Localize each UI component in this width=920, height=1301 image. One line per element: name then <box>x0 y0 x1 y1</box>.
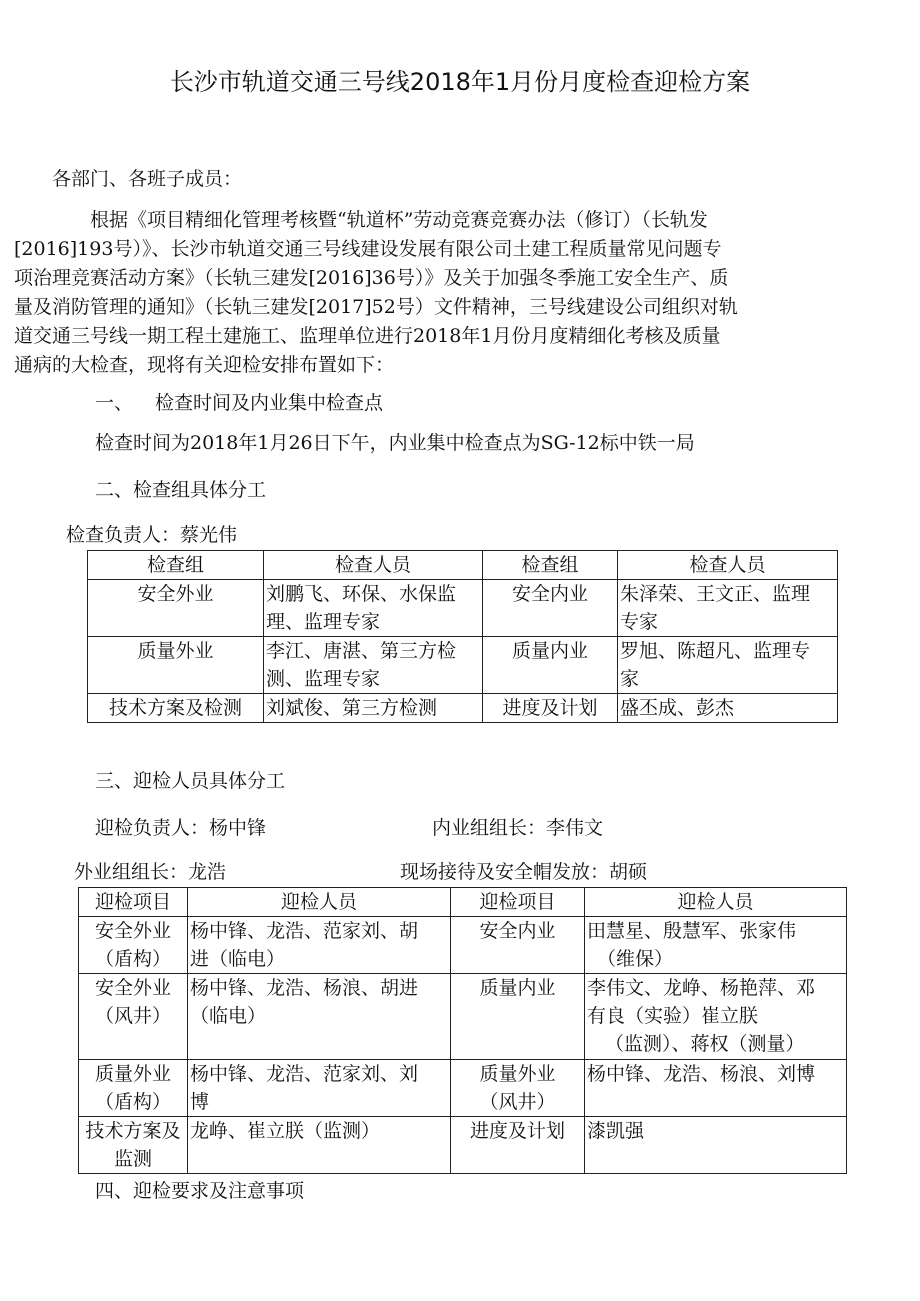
inspection-leader: 检查负责人：蔡光伟 <box>66 524 238 546</box>
cell-text: 安全外业 <box>94 920 171 942</box>
table-cell <box>483 580 618 637</box>
intro-line: 量及消防管理的通知》（长轨三建发[2017]52号）文件精神，三号线建设公司组织对轨 <box>14 296 738 318</box>
cell-text: 安全外业 <box>94 977 171 999</box>
reception-helmet-lead: 现场接待及安全帽发放：胡硕 <box>400 861 648 883</box>
cell-text: （盾构） <box>94 948 171 970</box>
section1-number: 一、 <box>95 392 134 414</box>
cell-text: （维保） <box>597 948 674 970</box>
header-cell: 检查人员 <box>618 551 838 580</box>
intro-line: 道交通三号线一期工程土建施工、监理单位进行2018年1月份月度精细化考核及质量 <box>14 325 721 347</box>
section1-heading: 检查时间及内业集中检查点 <box>155 392 384 414</box>
table-cell <box>451 974 585 1060</box>
cell-text: 技术方案及 <box>85 1120 181 1142</box>
section2-heading: 二、检查组具体分工 <box>95 479 267 501</box>
cell-text: 博 <box>190 1091 210 1113</box>
table-cell <box>451 1117 585 1174</box>
table-cell <box>585 917 847 974</box>
table-row <box>88 580 838 637</box>
table-cell <box>188 974 451 1060</box>
table-cell <box>88 580 264 637</box>
table-row <box>88 637 838 694</box>
header-cell: 迎检项目 <box>79 888 188 917</box>
cell-text: 安全外业 <box>137 583 214 605</box>
table-cell <box>188 1117 451 1174</box>
internal-group-lead: 内业组组长：李伟文 <box>432 817 604 839</box>
cell-text: 杨中锋、龙浩、范家刘、刘 <box>190 1063 419 1085</box>
header-cell: 迎检项目 <box>451 888 585 917</box>
table-row <box>79 1117 847 1174</box>
intro-paragraph <box>14 206 864 380</box>
table-cell <box>88 637 264 694</box>
cell-text: 进（临电） <box>190 948 286 970</box>
inspection-team-table <box>87 550 838 723</box>
intro-line: 项治理竞赛活动方案》（长轨三建发[2016]36号）》及关于加强冬季施工安全生产、质 <box>14 267 729 289</box>
cell-text: 质量内业 <box>511 640 588 662</box>
cell-text: 杨中锋、龙浩、杨浪、胡进 <box>190 977 419 999</box>
cell-text: 杨中锋、龙浩、范家刘、胡 <box>190 920 419 942</box>
cell-text: （监测）、蒋权（测量） <box>605 1033 805 1055</box>
cell-text: 质量外业 <box>137 640 214 662</box>
header-cell: 迎检人员 <box>188 888 451 917</box>
cell-text: 质量外业 <box>479 1063 556 1085</box>
table-cell <box>88 694 264 723</box>
table-cell <box>264 637 483 694</box>
cell-text: （风井） <box>479 1091 556 1113</box>
header-cell: 检查组 <box>88 551 264 580</box>
table-cell <box>483 694 618 723</box>
table-cell <box>79 1060 188 1117</box>
table-cell <box>618 580 838 637</box>
table-cell <box>585 974 847 1060</box>
salutation: 各部门、各班子成员： <box>52 168 243 190</box>
table-cell <box>79 974 188 1060</box>
header-cell: 检查人员 <box>264 551 483 580</box>
table-header-row <box>79 888 847 917</box>
table-cell <box>264 580 483 637</box>
table-cell <box>79 917 188 974</box>
cell-text: 盛丕成、彭杰 <box>620 697 735 719</box>
table-row <box>79 917 847 974</box>
table-cell <box>188 917 451 974</box>
cell-text: 朱泽荣、王文正、监理 <box>620 583 811 605</box>
cell-text: 罗旭、陈超凡、监理专 <box>620 640 811 662</box>
cell-text: 漆凯强 <box>587 1120 645 1142</box>
cell-text: 田慧星、殷慧军、张家伟 <box>587 920 797 942</box>
section4-heading: 四、迎检要求及注意事项 <box>95 1180 305 1202</box>
reception-leader: 迎检负责人：杨中锋 <box>95 817 267 839</box>
cell-text: （风井） <box>94 1005 171 1027</box>
cell-text: 监测 <box>113 1148 152 1170</box>
document-title: 长沙市轨道交通三号线2018年1月份月度检查迎检方案 <box>169 68 751 96</box>
table-cell <box>483 637 618 694</box>
header-cell: 迎检人员 <box>585 888 847 917</box>
cell-text: 质量内业 <box>479 977 556 999</box>
table-cell <box>188 1060 451 1117</box>
cell-text: 刘斌俊、第三方检测 <box>266 697 438 719</box>
header-cell: 检查组 <box>483 551 618 580</box>
table-row <box>79 974 847 1060</box>
cell-text: 理、监理专家 <box>266 611 381 633</box>
cell-text: 有良（实验）崔立朕 <box>587 1005 759 1027</box>
table-cell <box>264 694 483 723</box>
cell-text: 进度及计划 <box>502 697 598 719</box>
table-row <box>79 1060 847 1117</box>
table-cell <box>585 1117 847 1174</box>
table-cell <box>451 917 585 974</box>
intro-line: 根据《项目精细化管理考核暨“轨道杯”劳动竞赛竞赛办法（修订）（长轨发 <box>90 209 708 231</box>
cell-text: 李江、唐湛、第三方检 <box>266 640 457 662</box>
intro-line: 通病的大检查，现将有关迎检安排布置如下： <box>14 354 395 376</box>
cell-text: （临电） <box>190 1005 267 1027</box>
cell-text: 李伟文、龙峥、杨艳萍、邓 <box>587 977 816 999</box>
table-cell <box>79 1117 188 1174</box>
table-cell <box>451 1060 585 1117</box>
cell-text: 刘鹏飞、环保、水保监 <box>266 583 457 605</box>
cell-text: 测、监理专家 <box>266 668 381 690</box>
cell-text: （盾构） <box>94 1091 171 1113</box>
section1-body: 检查时间为2018年1月26日下午，内业集中检查点为SG-12标中铁一局 <box>95 432 695 454</box>
cell-text: 龙峥、崔立朕（监测） <box>190 1120 381 1142</box>
cell-text: 家 <box>620 668 640 690</box>
reception-staff-table <box>78 887 847 1174</box>
table-cell <box>618 694 838 723</box>
section3-heading: 三、迎检人员具体分工 <box>95 770 286 792</box>
cell-text: 安全内业 <box>479 920 556 942</box>
external-group-lead: 外业组组长：龙浩 <box>74 861 227 883</box>
table-cell <box>618 637 838 694</box>
cell-text: 安全内业 <box>511 583 588 605</box>
table-header-row <box>88 551 838 580</box>
cell-text: 杨中锋、龙浩、杨浪、刘博 <box>587 1063 816 1085</box>
intro-line: [2016]193号）》、长沙市轨道交通三号线建设发展有限公司土建工程质量常见问题专 <box>14 238 722 260</box>
table-cell <box>585 1060 847 1117</box>
table-row <box>88 694 838 723</box>
cell-text: 技术方案及检测 <box>108 697 242 719</box>
cell-text: 进度及计划 <box>469 1120 565 1142</box>
cell-text: 专家 <box>620 611 659 633</box>
cell-text: 质量外业 <box>94 1063 171 1085</box>
